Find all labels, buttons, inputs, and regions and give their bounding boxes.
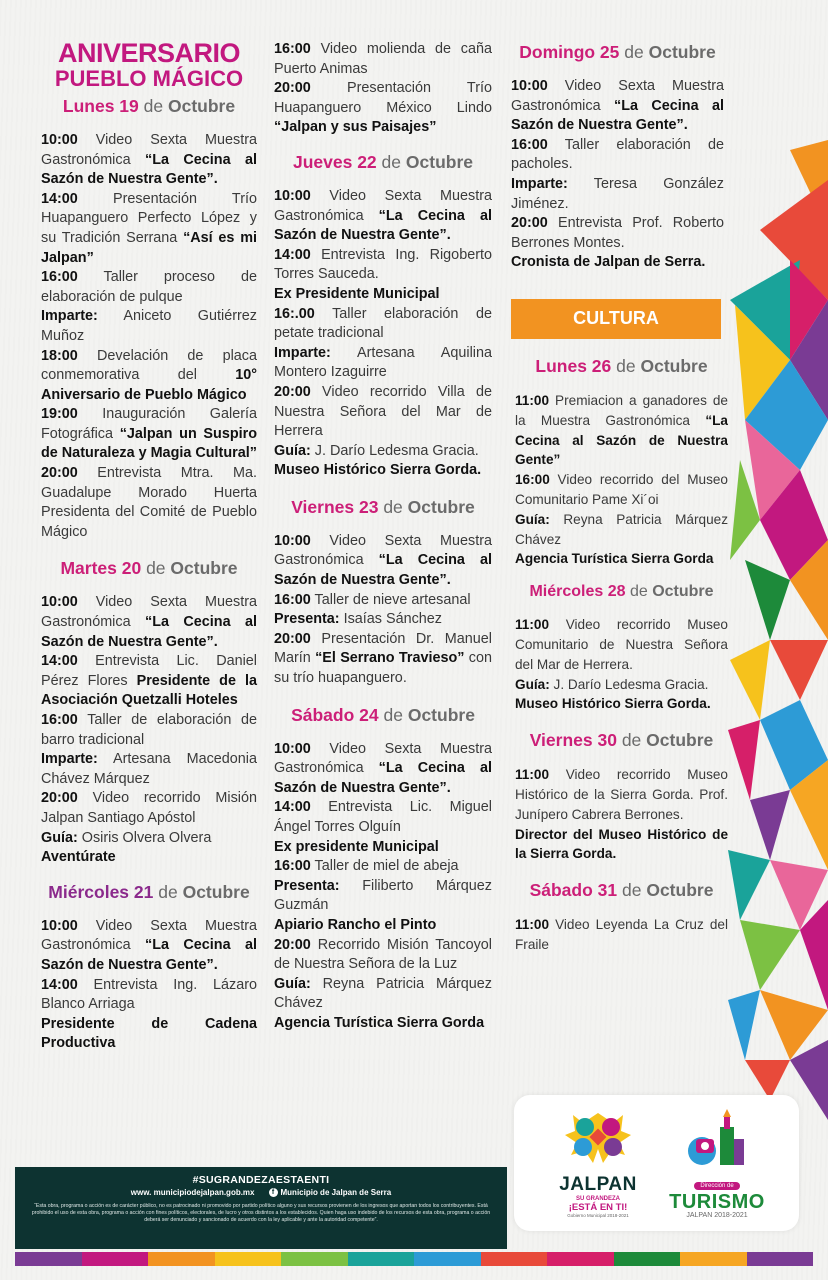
turismo-logo xyxy=(662,1109,772,1219)
column-right-bottom xyxy=(515,356,728,955)
schedule-miercoles-21: 10:00 Video Sexta Muestra Gastronómica “La Cecina al Sazón de Nuestra Gente”. 14:00 Entrevista Ing. Lázaro Blanco Arriaga Presidente de Cadena Productiva xyxy=(41,917,258,1052)
schedule-viernes-30: 11:00 Video recorrido Museo Histórico de la Sierra Gorda. Prof. Junípero Cabrera Berrones. Director del Museo Histórico de la Sierra Gorda. xyxy=(515,767,728,862)
day-heading-lunes-26: Lunes 26 de Octubre xyxy=(535,356,708,376)
schedule-sabado-31: 11:00 Video Leyenda La Cruz del Fraile xyxy=(515,917,728,952)
day-heading-sabado-24: Sábado 24 de Octubre xyxy=(291,704,475,725)
schedule-lunes-26: 11:00 Premiacion a ganadores de la Muestra Gastronómica “La Cecina al Sazón de Nuestra Gente” 16:00 Video recorrido del Museo Comunitario Pame Xi´oi Guía: Reyna Patricia Márquez Chávez Agencia Turística Sierra Gorda xyxy=(515,393,728,567)
facebook-link[interactable] xyxy=(269,1188,392,1197)
day-heading-domingo-25: Domingo 25 de Octubre xyxy=(519,42,716,62)
column-right-top xyxy=(511,42,724,357)
column-middle xyxy=(274,40,492,1034)
cultura-banner: CULTURA xyxy=(511,299,721,339)
turismo-name: TURISMO xyxy=(669,1191,765,1213)
title-line-1: ANIVERSARIO xyxy=(57,38,241,68)
facebook-icon: f xyxy=(269,1188,278,1197)
logos-panel xyxy=(514,1095,799,1231)
day-heading-viernes-30: Viernes 30 de Octubre xyxy=(529,730,714,751)
jalpan-sub: SU GRANDEZA xyxy=(575,1196,620,1202)
day-heading-jueves-22: Jueves 22 de Octubre xyxy=(292,151,473,172)
schedule-domingo-25: 10:00 Video Sexta Muestra Gastronómica “La Cecina al Sazón de Nuestra Gente”. 16:00 Taller elaboración de pacholes. Imparte: Teresa González Jiménez. 20:00 Entrevista Prof. Roberto Berrones Montes. Cronista de Jalpan de Serra. xyxy=(511,78,725,271)
jalpan-logo xyxy=(550,1109,646,1218)
day-heading-miercoles-21: Miércoles 21 de Octubre xyxy=(48,881,250,902)
poster-title xyxy=(41,40,257,90)
turismo-direccion: Dirección de xyxy=(694,1182,739,1190)
hashtag: #SUGRANDEZAESTAENTI xyxy=(192,1174,330,1186)
day-heading-viernes-23: Viernes 23 de Octubre xyxy=(291,496,475,517)
jalpan-name: JALPAN xyxy=(559,1174,637,1195)
column-left xyxy=(41,40,257,1054)
hands-logo-icon xyxy=(563,1109,633,1167)
mission-logo-icon xyxy=(682,1109,752,1169)
footer xyxy=(15,1167,507,1249)
jalpan-gov: Gobierno Municipal 2018-2021 xyxy=(567,1213,629,1218)
schedule-martes-20: 10:00 Video Sexta Muestra Gastronómica “La Cecina al Sazón de Nuestra Gente”. 14:00 Entrevista Lic. Daniel Pérez Flores Presidente de la Asociación Quetzalli Hoteles 16:00 Taller de elaboración de barro tradicional Imparte: Artesana Macedonia Chávez Márquez 20:00 Video recorrido Misión Jalpan Santiago Apóstol Guía: Osiris Olvera Olvera Aventúrate xyxy=(41,594,258,866)
turismo-years: JALPAN 2018-2021 xyxy=(686,1212,748,1219)
color-stripe xyxy=(15,1252,813,1266)
schedule-miercoles-21-cont: 16:00 Video molienda de caña Puerto Animas 20:00 Presentación Trío Huapanguero México Lindo “Jalpan y sus Paisajes” xyxy=(274,41,492,136)
day-heading-miercoles-28: Miércoles 28 de Octubre xyxy=(529,583,714,601)
schedule-miercoles-28: 11:00 Video recorrido Museo Comunitario de Nuestra Señora del Mar de Herrera. Guía: J. Darío Ledesma Gracia. Museo Histórico Sierra Gorda. xyxy=(515,617,728,712)
footer-links xyxy=(15,1188,507,1197)
day-heading-sabado-31: Sábado 31 de Octubre xyxy=(529,880,714,901)
facebook-label: Municipio de Jalpan de Serra xyxy=(280,1188,392,1197)
day-heading-martes-20: Martes 20 de Octubre xyxy=(60,558,238,579)
jalpan-tag: ¡ESTÁ EN TI! xyxy=(568,1202,628,1213)
title-line-2: PUEBLO MÁGICO xyxy=(54,65,244,91)
schedule-sabado-24: 10:00 Video Sexta Muestra Gastronómica “La Cecina al Sazón de Nuestra Gente”. 14:00 Entrevista Lic. Miguel Ángel Torres Olguín Ex presidente Municipal 16:00 Taller de miel de abeja Presenta: Filiberto Márquez Guzmán Apiario Rancho el Pinto 20:00 Recorrido Misión Tancoyol de Nuestra Señora de la Luz Guía: Reyna Patricia Márquez Chávez Agencia Turística Sierra Gorda xyxy=(274,740,492,1031)
schedule-lunes-19: 10:00 Video Sexta Muestra Gastronómica “La Cecina al Sazón de Nuestra Gente”. 14:00 Presentación Trío Huapanguero Perfecto López y su Tradición Serrana “Así es mi Jalpan” 16:00 Taller proceso de elaboración de pulque Imparte: Aniceto Gutiérrez Muñoz 18:00 Develación de placa conmemorativa del 10° Aniversario de Pueblo Mágico 19:00 Inauguración Galería Fotográfica “Jalpan un Suspiro de Naturaleza y Magia Cultural” 20:00 Entrevista Mtra. Ma. Guadalupe Morado Huerta Presidenta del Comité de Pueblo Mágico xyxy=(41,131,258,540)
day-heading-lunes-19: Lunes 19 de Octubre xyxy=(62,95,236,116)
schedule-viernes-23: 10:00 Video Sexta Muestra Gastronómica “La Cecina al Sazón de Nuestra Gente”. 16:00 Taller de nieve artesanal Presenta: Isaías Sánchez 20:00 Presentación Dr. Manuel Marín “El Serrano Travieso” con su trío huapanguero. xyxy=(274,532,492,687)
schedule-jueves-22: 10:00 Video Sexta Muestra Gastronómica “La Cecina al Sazón de Nuestra Gente”. 14:00 Entrevista Ing. Rigoberto Torres Sauceda. Ex Presidente Municipal 16:.00 Taller elaboración de petate tradicional Imparte: Artesana Aquilina Montero Izaguirre 20:00 Video recorrido Villa de Nuestra Señora del Mar de Herrera Guía: J. Darío Ledesma Gracia. Museo Histórico Sierra Gorda. xyxy=(274,187,492,479)
website-link[interactable]: www. municipiodejalpan.gob.mx xyxy=(130,1188,255,1197)
legal-disclaimer: “Esta obra, programa o acción es de carácter público, no es patrocinado ni promovido por partido político alguno y sus recursos provienen de los ingresos que aportan todos los contribuyentes. Está prohibido el uso de esta obra, programa o acción con fines políticos, electorales, de lucro y otros distintos a los establecidos. Quien haga uso indebido de los recursos de esta obra, programa o acción deberá ser denunciado y sancionado de acuerdo con la ley aplicable y ante la autoridad competente”. xyxy=(31,1203,491,1223)
